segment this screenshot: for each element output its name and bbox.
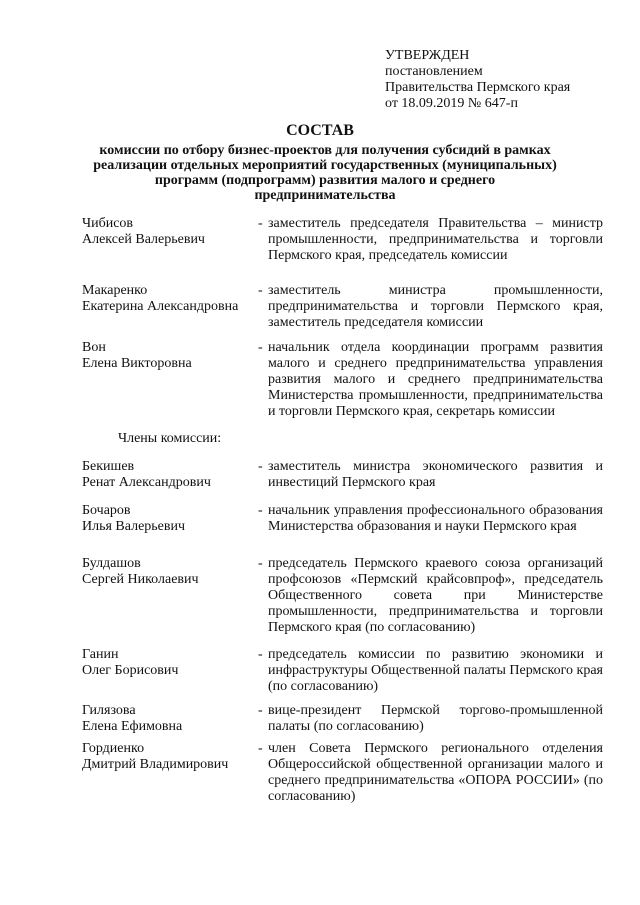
member-surname: Ганин xyxy=(82,647,119,662)
member-given-name: Ренат Александрович xyxy=(82,475,211,490)
member-role: заместитель председателя Правительства – министр промышленности, предпринимательства и торговли Пермского края, председатель комиссии xyxy=(268,216,603,263)
member-given-name: Илья Валерьевич xyxy=(82,519,186,534)
member-name xyxy=(82,340,262,372)
dash-separator: - xyxy=(258,216,263,231)
member-role: председатель комиссии по развитию экономики и инфраструктуры Общественной палаты Пермского края (по согласованию) xyxy=(268,647,603,694)
dash-separator: - xyxy=(258,283,263,298)
dash-separator: - xyxy=(258,556,263,571)
members-heading: Члены комиссии: xyxy=(118,431,222,446)
member-given-name: Алексей Валерьевич xyxy=(82,232,205,247)
document-subtitle: комиссии по отбору бизнес-проектов для получения субсидий в рамках реализации отдельных мероприятий государственных (муниципальных) программ (подпрограмм) развития малого и среднего предпринимательства xyxy=(93,143,557,203)
member-role: председатель Пермского краевого союза организаций профсоюзов «Пермский крайсовпроф», председатель Общественного совета при Министерстве промышленности, предпринимательства и торговли Пермского края (по согласованию) xyxy=(268,556,603,635)
dash-separator: - xyxy=(258,703,263,718)
member-surname: Бекишев xyxy=(82,459,135,474)
approval-line: от 18.09.2019 № 647-п xyxy=(385,96,518,111)
dash-separator: - xyxy=(258,741,263,756)
member-surname: Бочаров xyxy=(82,503,131,518)
member-given-name: Елена Ефимовна xyxy=(82,719,183,734)
member-surname: Гилязова xyxy=(82,703,136,718)
member-name xyxy=(82,556,262,588)
member-name xyxy=(82,283,262,315)
member-name xyxy=(82,459,262,491)
member-given-name: Сергей Николаевич xyxy=(82,572,199,587)
approval-line: УТВЕРЖДЕН xyxy=(385,48,470,63)
member-given-name: Олег Борисович xyxy=(82,663,179,678)
approval-line: Правительства Пермского края xyxy=(385,80,571,95)
member-name xyxy=(82,703,262,735)
document-title: СОСТАВ xyxy=(286,122,354,139)
member-name xyxy=(82,216,262,248)
member-role: начальник управления профессионального образования Министерства образования и науки Пермского края xyxy=(268,503,603,534)
member-name xyxy=(82,741,262,773)
member-role: начальник отдела координации программ развития малого и среднего предпринимательства управления развития малого и среднего предпринимательства Министерства промышленности, предпринимательства и торговли Пермского края, секретарь комиссии xyxy=(268,340,603,419)
member-name xyxy=(82,647,262,679)
member-role: вице-президент Пермской торгово-промышленной палаты (по согласованию) xyxy=(268,703,603,734)
member-surname: Чибисов xyxy=(82,216,134,231)
member-given-name: Дмитрий Владимирович xyxy=(82,757,229,772)
member-role: заместитель министра промышленности, предпринимательства и торговли Пермского края, заместитель председателя комиссии xyxy=(268,283,603,330)
member-surname: Вон xyxy=(82,340,106,355)
member-role: заместитель министра экономического развития и инвестиций Пермского края xyxy=(268,459,603,490)
member-surname: Макаренко xyxy=(82,283,148,298)
dash-separator: - xyxy=(258,459,263,474)
member-surname: Булдашов xyxy=(82,556,141,571)
member-given-name: Екатерина Александровна xyxy=(82,299,239,314)
member-given-name: Елена Викторовна xyxy=(82,356,192,371)
approval-line: постановлением xyxy=(385,64,483,79)
member-name xyxy=(82,503,262,535)
member-surname: Гордиенко xyxy=(82,741,145,756)
dash-separator: - xyxy=(258,503,263,518)
dash-separator: - xyxy=(258,647,263,662)
dash-separator: - xyxy=(258,340,263,355)
member-role: член Совета Пермского регионального отделения Общероссийской общественной организации малого и среднего предпринимательства «ОПОРА РОССИИ» (по согласованию) xyxy=(268,741,603,804)
